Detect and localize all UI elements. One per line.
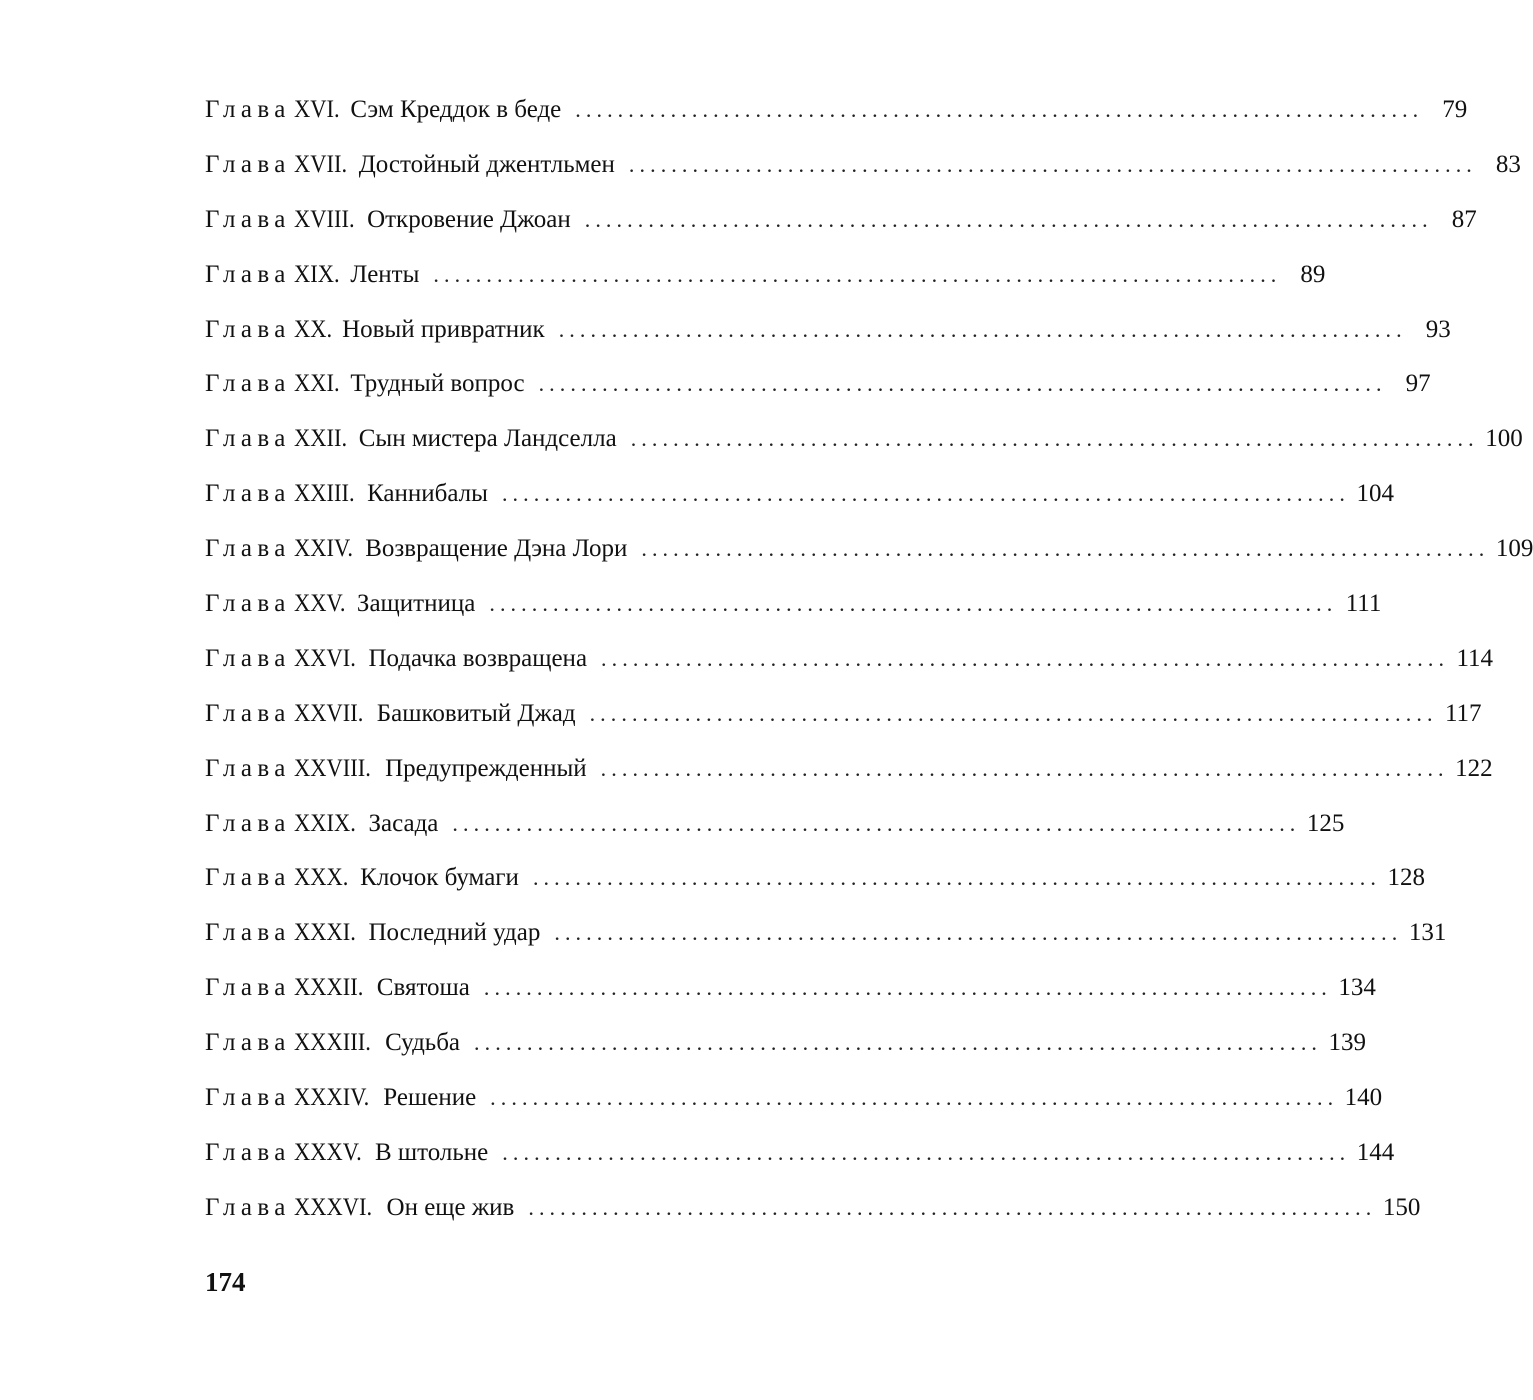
toc-entry [205, 692, 1482, 747]
toc-entry [205, 856, 1425, 911]
chapter-page-number: 89 [1300, 260, 1326, 288]
chapter-number: XXVIII. [293, 754, 371, 782]
chapter-page-number: 117 [1444, 699, 1482, 727]
toc-entry [205, 198, 1477, 253]
chapter-number: XXVI. [293, 644, 356, 672]
dot-leader: ................................................................................ [589, 700, 1438, 726]
chapter-word: Глава [205, 919, 291, 947]
chapter-word: Глава [205, 260, 291, 288]
chapter-page-number: 93 [1425, 315, 1451, 343]
toc-entry [205, 802, 1345, 857]
toc-entry [205, 1131, 1395, 1186]
chapter-word: Глава [205, 1029, 291, 1057]
toc-entry [205, 966, 1376, 1021]
dot-leader: ................................................................................ [490, 1085, 1339, 1111]
dot-leader: ................................................................................ [641, 536, 1490, 562]
chapter-word: Глава [205, 1138, 291, 1166]
chapter-word: Глава [205, 1084, 291, 1112]
toc-entry [205, 911, 1447, 966]
chapter-page-number: 125 [1306, 809, 1345, 837]
chapter-page-number: 104 [1356, 480, 1394, 508]
chapter-page-number: 83 [1495, 150, 1521, 178]
chapter-title: Сын мистера Ландселла [358, 425, 617, 453]
chapter-word: Глава [205, 150, 291, 178]
chapter-page-number: 114 [1456, 644, 1494, 672]
chapter-page-number: 100 [1485, 425, 1523, 453]
chapter-title: Последний удар [368, 919, 541, 947]
toc-entry [205, 417, 1523, 472]
dot-leader: ................................................................................ [538, 371, 1387, 397]
chapter-number: XXIV. [293, 535, 353, 563]
chapter-number: XVII. [293, 150, 347, 178]
chapter-title: Решение [383, 1084, 477, 1112]
toc-entry [205, 582, 1382, 637]
chapter-page-number: 109 [1495, 535, 1533, 563]
dot-leader: ................................................................................ [433, 261, 1282, 287]
chapter-page-number: 128 [1387, 864, 1425, 892]
chapter-title: В штольне [374, 1138, 489, 1166]
chapter-word: Глава [205, 315, 291, 343]
chapter-title: Достойный джентльмен [358, 150, 615, 178]
chapter-title: Засада [368, 809, 439, 837]
chapter-word: Глава [205, 974, 291, 1002]
chapter-title: Судьба [385, 1029, 461, 1057]
chapter-page-number: 122 [1455, 754, 1493, 782]
chapter-page-number: 134 [1338, 974, 1376, 1002]
toc-entry [205, 1076, 1383, 1131]
chapter-number: XXXIV. [293, 1084, 369, 1112]
dot-leader: ................................................................................ [502, 1139, 1351, 1165]
dot-leader: ................................................................................ [584, 206, 1433, 232]
chapter-number: XXX. [293, 864, 349, 892]
toc-entry [205, 362, 1431, 417]
dot-leader: ................................................................................ [532, 865, 1381, 891]
chapter-number: XXIX. [293, 809, 356, 837]
chapter-word: Глава [205, 699, 291, 727]
dot-leader: ................................................................................ [575, 97, 1424, 122]
page-number: 174 [205, 1267, 246, 1297]
chapter-page-number: 150 [1382, 1193, 1421, 1221]
chapter-title: Он еще жив [386, 1193, 515, 1221]
dot-leader: ................................................................................ [483, 975, 1332, 1001]
chapter-word: Глава [205, 480, 291, 508]
chapter-word: Глава [205, 370, 291, 398]
table-of-contents [205, 88, 1533, 1241]
chapter-word: Глава [205, 754, 291, 782]
chapter-word: Глава [205, 535, 291, 563]
toc-entry [205, 143, 1521, 198]
chapter-title: Ленты [350, 260, 420, 288]
chapter-title: Каннибалы [367, 480, 488, 508]
chapter-title: Возвращение Дэна Лори [365, 535, 628, 563]
chapter-word: Глава [205, 1193, 291, 1221]
chapter-word: Глава [205, 644, 291, 672]
dot-leader: ................................................................................ [452, 810, 1301, 836]
chapter-number: XVI. [293, 96, 340, 123]
toc-entry [205, 88, 1468, 143]
chapter-page-number: 131 [1408, 919, 1447, 947]
chapter-page-number: 87 [1451, 205, 1477, 233]
chapter-word: Глава [205, 96, 291, 123]
chapter-number: XXXIII. [293, 1029, 371, 1057]
toc-entry [205, 747, 1493, 802]
chapter-number: XXXVI. [293, 1193, 372, 1221]
chapter-title: Предупрежденный [385, 754, 587, 782]
chapter-title: Сэм Креддок в беде [350, 96, 562, 123]
chapter-title: Защитница [356, 590, 476, 618]
toc-entry [205, 308, 1451, 363]
chapter-page-number: 144 [1356, 1138, 1395, 1166]
toc-entry [205, 637, 1494, 692]
chapter-word: Глава [205, 425, 291, 453]
chapter-title: Новый привратник [342, 315, 545, 343]
toc-entry [205, 253, 1326, 308]
chapter-word: Глава [205, 809, 291, 837]
chapter-number: XXII. [293, 425, 347, 453]
chapter-title: Трудный вопрос [350, 370, 525, 398]
dot-leader: ................................................................................ [630, 426, 1479, 452]
chapter-word: Глава [205, 205, 291, 233]
chapter-number: XXXV. [293, 1138, 362, 1166]
dot-leader: ................................................................................ [554, 920, 1403, 946]
dot-leader: ................................................................................ [600, 755, 1449, 781]
chapter-number: XXVII. [293, 699, 364, 727]
toc-entry [205, 472, 1394, 527]
chapter-number: XX. [293, 315, 332, 343]
chapter-number: XXIII. [293, 480, 355, 508]
dot-leader: ................................................................................ [628, 151, 1477, 177]
chapter-title: Башковитый Джад [376, 699, 576, 727]
chapter-page-number: 79 [1442, 96, 1468, 123]
chapter-number: XXXII. [293, 974, 364, 1002]
chapter-title: Откровение Джоан [367, 205, 571, 233]
toc-entry [205, 1021, 1367, 1076]
chapter-number: XXV. [293, 590, 346, 618]
chapter-title: Клочок бумаги [360, 864, 519, 892]
chapter-page-number: 97 [1405, 370, 1431, 398]
dot-leader: ................................................................................ [501, 481, 1350, 507]
chapter-page-number: 140 [1344, 1084, 1383, 1112]
chapter-title: Подачка возвращена [368, 644, 588, 672]
chapter-title: Святоша [376, 974, 470, 1002]
chapter-word: Глава [205, 590, 291, 618]
chapter-number: XIX. [293, 260, 340, 288]
dot-leader: ................................................................................ [601, 645, 1450, 671]
dot-leader: ................................................................................ [489, 591, 1338, 617]
dot-leader: ................................................................................ [528, 1194, 1377, 1220]
dot-leader: ................................................................................ [474, 1030, 1323, 1056]
chapter-page-number: 139 [1328, 1029, 1367, 1057]
chapter-word: Глава [205, 864, 291, 892]
chapter-number: XXXI. [293, 919, 356, 947]
chapter-number: XVIII. [293, 205, 355, 233]
toc-entry [205, 527, 1533, 582]
chapter-number: XXI. [293, 370, 340, 398]
chapter-page-number: 111 [1345, 590, 1382, 618]
toc-entry [205, 1186, 1421, 1241]
dot-leader: ................................................................................ [558, 316, 1407, 342]
